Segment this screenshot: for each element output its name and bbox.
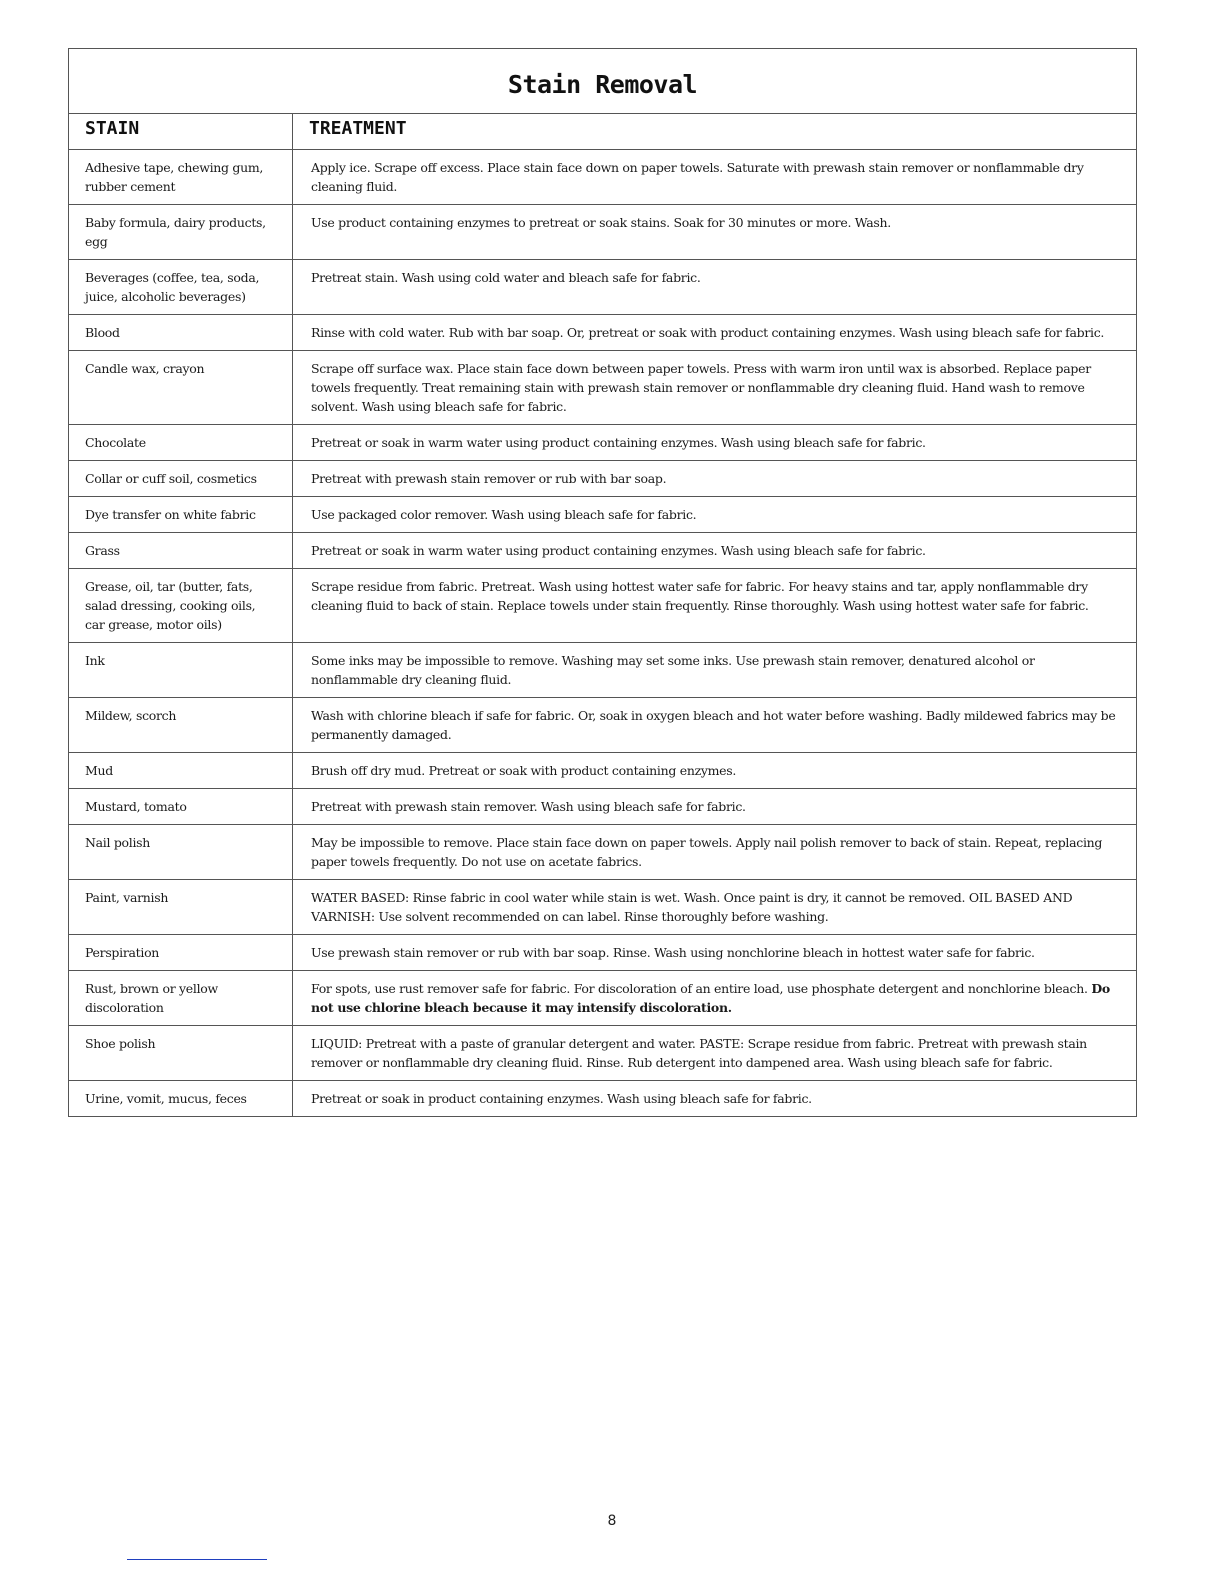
treatment-cell	[293, 643, 1137, 698]
treatment-warning-text: Do not use chlorine bleach because it may intensify discoloration.	[311, 981, 1110, 1015]
table-row	[69, 260, 1137, 315]
page-title: Stain Removal	[507, 69, 698, 99]
treatment-text: Brush off dry mud. Pretreat or soak with product containing enzymes.	[311, 763, 737, 778]
treatment-cell	[293, 971, 1137, 1026]
treatment-text: Pretreat with prewash stain remover or rub with bar soap.	[311, 471, 667, 486]
treatment-cell	[293, 533, 1137, 569]
treatment-cell	[293, 205, 1137, 260]
stain-removal-table	[68, 48, 1137, 1117]
treatment-text: Use product containing enzymes to pretreat or soak stains. Soak for 30 minutes or more. Wash.	[311, 215, 891, 230]
page-number: 8	[607, 1513, 617, 1529]
table-row	[69, 825, 1137, 880]
treatment-text: Pretreat or soak in warm water using product containing enzymes. Wash using bleach safe for fabric.	[311, 435, 926, 450]
stain-removal-sheet	[68, 48, 1137, 1117]
table-row	[69, 351, 1137, 425]
stain-cell: Grease, oil, tar (butter, fats, salad dressing, cooking oils, car grease, motor oils)	[69, 569, 293, 643]
treatment-text: Use packaged color remover. Wash using bleach safe for fabric.	[311, 507, 697, 522]
treatment-cell	[293, 461, 1137, 497]
table-row	[69, 789, 1137, 825]
stain-cell: Baby formula, dairy products, egg	[69, 205, 293, 260]
treatment-cell	[293, 425, 1137, 461]
treatment-cell	[293, 935, 1137, 971]
table-row	[69, 935, 1137, 971]
treatment-text: LIQUID: Pretreat with a paste of granular detergent and water. PASTE: Scrape residue from fabric. Pretreat with prewash stain remover or nonflammable dry cleaning fluid. Rinse. Rub detergent into dampened area. Wash using bleach safe for fabric.	[311, 1036, 1087, 1070]
table-row	[69, 150, 1137, 205]
stain-cell: Mildew, scorch	[69, 698, 293, 753]
treatment-cell	[293, 569, 1137, 643]
treatment-cell	[293, 1026, 1137, 1081]
table-row	[69, 461, 1137, 497]
treatment-cell	[293, 698, 1137, 753]
stain-cell: Perspiration	[69, 935, 293, 971]
column-header-stain: STAIN	[69, 114, 293, 150]
treatment-text: May be impossible to remove. Place stain face down on paper towels. Apply nail polish remover to back of stain. Repeat, replacing paper towels frequently. Do not use on acetate fabrics.	[311, 835, 1103, 869]
table-row	[69, 315, 1137, 351]
column-header-treatment: TREATMENT	[293, 114, 1137, 150]
stain-cell: Grass	[69, 533, 293, 569]
stain-cell: Adhesive tape, chewing gum, rubber cement	[69, 150, 293, 205]
treatment-text: Pretreat with prewash stain remover. Wash using bleach safe for fabric.	[311, 799, 746, 814]
treatment-cell	[293, 825, 1137, 880]
stain-cell: Rust, brown or yellow discoloration	[69, 971, 293, 1026]
table-row	[69, 205, 1137, 260]
stain-cell: Nail polish	[69, 825, 293, 880]
stain-cell: Chocolate	[69, 425, 293, 461]
table-body	[69, 150, 1137, 1117]
treatment-text: Use prewash stain remover or rub with bar soap. Rinse. Wash using nonchlorine bleach in hottest water safe for fabric.	[311, 945, 1035, 960]
treatment-cell	[293, 789, 1137, 825]
footer-divider	[127, 1559, 267, 1560]
table-row	[69, 753, 1137, 789]
treatment-text: For spots, use rust remover safe for fabric. For discoloration of an entire load, use phosphate detergent and nonchlorine bleach.	[311, 981, 1088, 996]
table-row	[69, 643, 1137, 698]
stain-cell: Beverages (coffee, tea, soda, juice, alcoholic beverages)	[69, 260, 293, 315]
stain-cell: Mustard, tomato	[69, 789, 293, 825]
treatment-cell	[293, 315, 1137, 351]
table-row	[69, 1026, 1137, 1081]
treatment-cell	[293, 753, 1137, 789]
stain-cell: Collar or cuff soil, cosmetics	[69, 461, 293, 497]
table-row	[69, 569, 1137, 643]
treatment-text: Scrape residue from fabric. Pretreat. Wash using hottest water safe for fabric. For heavy stains and tar, apply nonflammable dry cleaning fluid to back of stain. Replace towels under stain frequently. Rinse thoroughly. Wash using hottest water safe for fabric.	[311, 579, 1089, 613]
table-row	[69, 971, 1137, 1026]
stain-cell: Mud	[69, 753, 293, 789]
table-row	[69, 425, 1137, 461]
stain-cell: Candle wax, crayon	[69, 351, 293, 425]
table-row	[69, 698, 1137, 753]
treatment-text: WATER BASED: Rinse fabric in cool water while stain is wet. Wash. Once paint is dry, it cannot be removed. OIL BASED AND VARNISH: Use solvent recommended on can label. Rinse thoroughly before washing.	[311, 890, 1073, 924]
treatment-text: Pretreat or soak in product containing enzymes. Wash using bleach safe for fabric.	[311, 1091, 812, 1106]
treatment-cell	[293, 880, 1137, 935]
treatment-cell	[293, 351, 1137, 425]
table-row	[69, 497, 1137, 533]
treatment-cell	[293, 150, 1137, 205]
table-header-row	[69, 114, 1137, 150]
title-cell	[69, 49, 1137, 114]
treatment-text: Some inks may be impossible to remove. Washing may set some inks. Use prewash stain remover, denatured alcohol or nonflammable dry cleaning fluid.	[311, 653, 1035, 687]
stain-cell: Shoe polish	[69, 1026, 293, 1081]
treatment-cell	[293, 497, 1137, 533]
stain-cell: Ink	[69, 643, 293, 698]
stain-cell: Dye transfer on white fabric	[69, 497, 293, 533]
treatment-text: Rinse with cold water. Rub with bar soap. Or, pretreat or soak with product containing enzymes. Wash using bleach safe for fabric.	[311, 325, 1105, 340]
treatment-text: Pretreat stain. Wash using cold water and bleach safe for fabric.	[311, 270, 701, 285]
treatment-text: Scrape off surface wax. Place stain face down between paper towels. Press with warm iron until wax is absorbed. Replace paper towels frequently. Treat remaining stain with prewash stain remover or nonflammable dry cleaning fluid. Hand wash to remove solvent. Wash using bleach safe for fabric.	[311, 361, 1091, 414]
treatment-cell	[293, 1081, 1137, 1117]
stain-cell: Urine, vomit, mucus, feces	[69, 1081, 293, 1117]
treatment-text: Apply ice. Scrape off excess. Place stain face down on paper towels. Saturate with prewash stain remover or nonflammable dry cleaning fluid.	[311, 160, 1084, 194]
table-row	[69, 533, 1137, 569]
table-row	[69, 1081, 1137, 1117]
treatment-text: Wash with chlorine bleach if safe for fabric. Or, soak in oxygen bleach and hot water before washing. Badly mildewed fabrics may be permanently damaged.	[311, 708, 1116, 742]
stain-cell: Blood	[69, 315, 293, 351]
table-row	[69, 880, 1137, 935]
treatment-cell	[293, 260, 1137, 315]
stain-cell: Paint, varnish	[69, 880, 293, 935]
treatment-text: Pretreat or soak in warm water using product containing enzymes. Wash using bleach safe for fabric.	[311, 543, 926, 558]
